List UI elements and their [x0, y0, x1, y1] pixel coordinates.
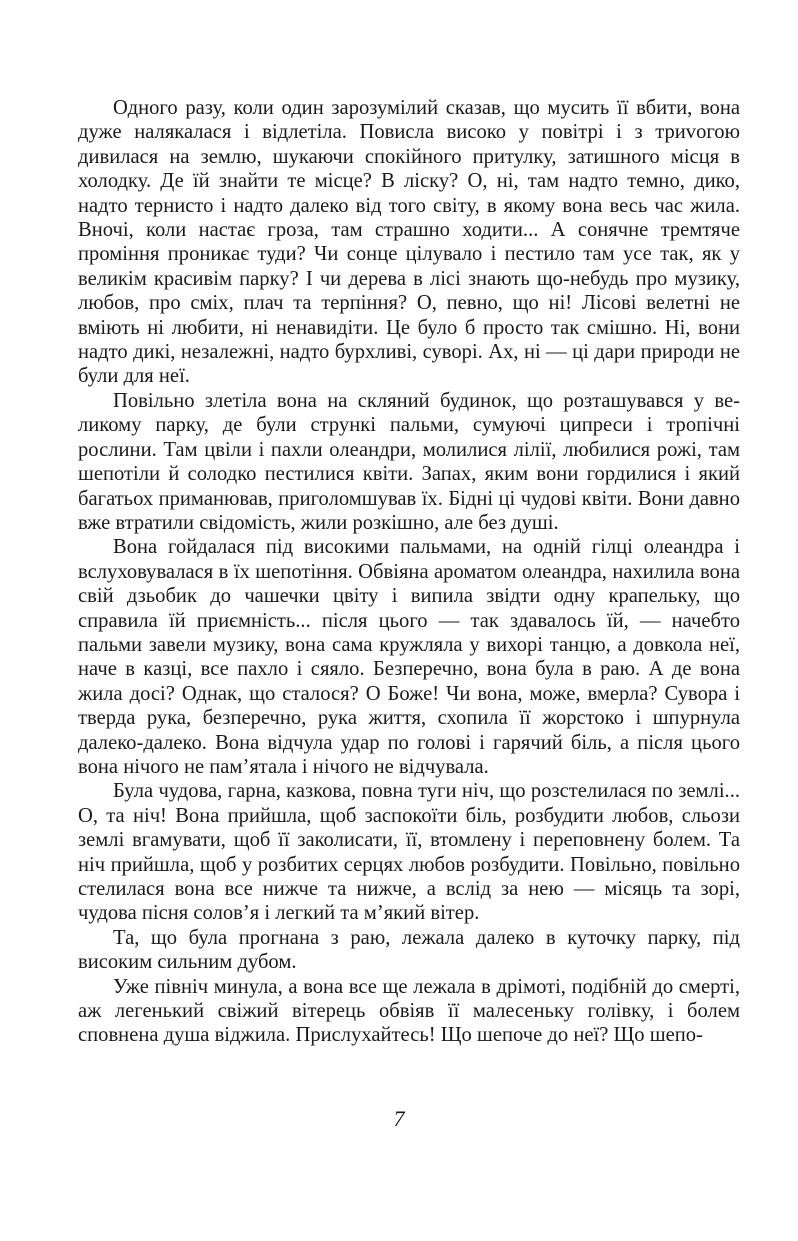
paragraph-2: Повільно злетіла вона на скляний будинок, що розташувався у великому парку, де були стрункі пальми, сумуючі ципреси і тропічні рослини. Там цвіли і пахли олеандри, молилися лілії, любилися рожі, там шепотіли й солодко пестилися квіти. Запах, яким вони гордилися і який багатьох приманював, приголомшував їх. Бідні ці чудові квіти. Вони давно вже втратили свідомість, жили розкішно, але без душі.	[78, 389, 740, 534]
paragraph-6: Уже північ минула, а вона все ще лежала в дрімоті, подібній до смерті, аж легенький свіжий вітерець обвіяв її малесеньку голівку, і болем сповнена душа віджила. Прислухайтесь! Що шепоче до неї? Що шепо-	[78, 975, 740, 1047]
paragraph-3: Вона гойдалася під високими пальмами, на одній гілці олеандра і вслуховувалася в їх шепотіння. Обвіяна ароматом олеандра, нахилила вона свій дзьобик до чашечки цвіту і випила звідти одну крапельку, що справила їй приємність... після цього — так здавалось їй, — начебто пальми завели музику, вона сама кружляла у вихорі танцю, а довкола неї, наче в казці, все пахло і сяяло. Безперечно, вона була в раю. А де вона жила досі? Однак, що сталося? О Боже! Чи вона, може, вмерла? Сувора і тверда рука, безперечно, рука життя, схопила її жорстоко і шпурнула далеко-далеко. Вона відчула удар по голові і гарячий біль, а після цього вона нічого не пам’ятала і нічого не відчувала.	[78, 536, 740, 778]
page-number: 7	[393, 1106, 405, 1131]
paragraph-1: Одного разу, коли один зарозумілий сказав, що мусить її вбити, вона дуже налякалася і відлетіла. Повисла високо у повітрі і з триvогою дивилася на землю, шукаючи спокійного притулку, затишного місця в холодку. Де їй знайти те місце? В ліску? О, ні, там надто темно, дико, надто тернисто і надто далеко від того світу, в якому вона весь час жила. Вночі, коли настає гроза, там страшно ходити... А сонячне тремтяче проміння проникає туди? Чи сонце цілувало і пестило там усе так, як у великім красивім парку? І чи дерева в лісі знають що-небудь про музику, любов, про сміх, плач та терпіння? О, певно, що ні! Лісові велетні не вміють ні любити, ні ненавидіти. Це було б просто так смішно. Ні, вони надто дикі, незалежні, надто бурхливі, суворі. Ах, ні — ці дари природи не були для неї.	[78, 97, 740, 388]
paragraph-4: Була чудова, гарна, казкова, повна туги ніч, що розстелилася по землі... О, та ніч! Вона прийшла, щоб заспокоїти біль, розбудити любов, сльози землі вгамувати, щоб її заколисати, її, втомлену і переповнену болем. Та ніч прийшла, щоб у розбитих серцях любов розбудити. Повільно, повільно стелилася вона все нижче та нижче, а вслід за нею — місяць та зорі, чудова пісня солов’я і легкий та м’який вітер.	[78, 780, 740, 925]
page-body	[78, 96, 740, 1048]
paragraph-5: Та, що була прогнана з раю, лежала далеко в куточку парку, під високим сильним дубом.	[78, 926, 740, 974]
